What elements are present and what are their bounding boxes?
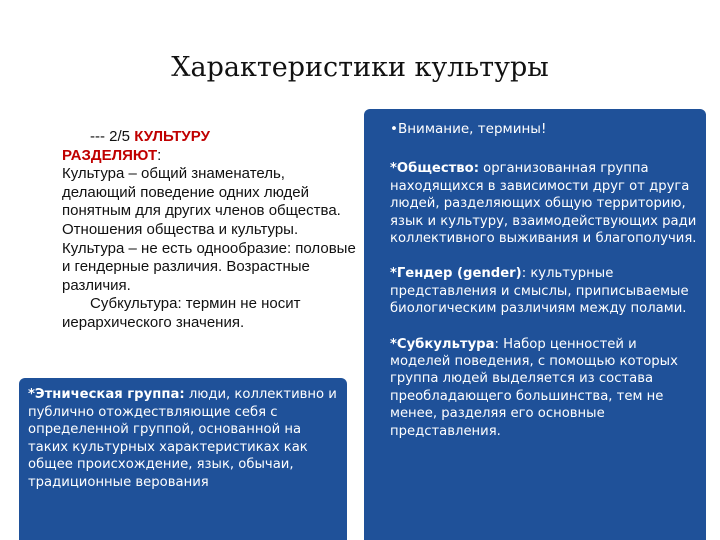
culture-divides-line <box>62 128 362 147</box>
ethnic-line-2: публично отождествляющие себя с <box>28 404 278 420</box>
ethnic-term: *Этническая группа: <box>28 387 185 402</box>
subculture-def: : Набор ценностей и моделей поведения, с помощью которых группа людей выделяется из состава преобладающего большинства, тем не менее, разделяя его основные представления. <box>390 336 678 439</box>
line1-prefix: --- 2/5 <box>90 128 135 145</box>
terms-box <box>364 109 706 540</box>
spacer <box>390 318 700 336</box>
subculture-definition <box>390 336 700 440</box>
culture-paragraph: Культура – общий знаменатель, делающий поведение одних людей понятным для других членов общества. Отношения общества и культуры. Культура – не есть однообразие: половые и гендерные различия. Возрастные различия. <box>62 165 356 294</box>
ethnic-group-content <box>28 386 360 492</box>
spacer <box>390 247 700 265</box>
terms-content <box>390 121 700 440</box>
culture-divides-line-2 <box>62 147 362 166</box>
line2-red: РАЗДЕЛЯЮТ <box>62 146 158 164</box>
subculture-term: *Субкультура <box>390 336 495 352</box>
line2-suffix: : <box>157 146 162 164</box>
gender-term: *Гендер (gender) <box>390 266 522 282</box>
society-definition <box>390 160 700 247</box>
gender-def: : культурные представления и смыслы, приписываемые биологическим различиям между полами. <box>390 266 689 317</box>
terms-heading: •Внимание, термины! <box>390 121 547 137</box>
society-term: *Общество: <box>390 161 479 177</box>
line1-red: КУЛЬТУРУ <box>134 128 210 145</box>
subculture-paragraph: Субкультура: термин не носит иерархического значения. <box>62 295 301 331</box>
left-text-block <box>62 128 362 333</box>
ethnic-line-5: общее происхождение, язык, обычаи, <box>28 457 294 473</box>
ethnic-line-1-text: люди, коллективно и <box>184 387 337 402</box>
gender-definition <box>390 265 700 317</box>
ethnic-line-6: традиционные верования <box>28 474 209 490</box>
ethnic-line-1 <box>28 386 360 404</box>
ethnic-group-box <box>19 378 347 540</box>
ethnic-line-3: определенной группой, основанной на <box>28 422 302 438</box>
society-def: организованная группа находящихся в зависимости друг от друга людей, разделяющих общую территорию, язык и культуру, взаимодействующих ради коллективного выживания и благополучия. <box>390 161 697 247</box>
ethnic-line-4: таких культурных характеристиках как <box>28 439 308 455</box>
slide-title: Характеристики культуры <box>171 52 549 83</box>
